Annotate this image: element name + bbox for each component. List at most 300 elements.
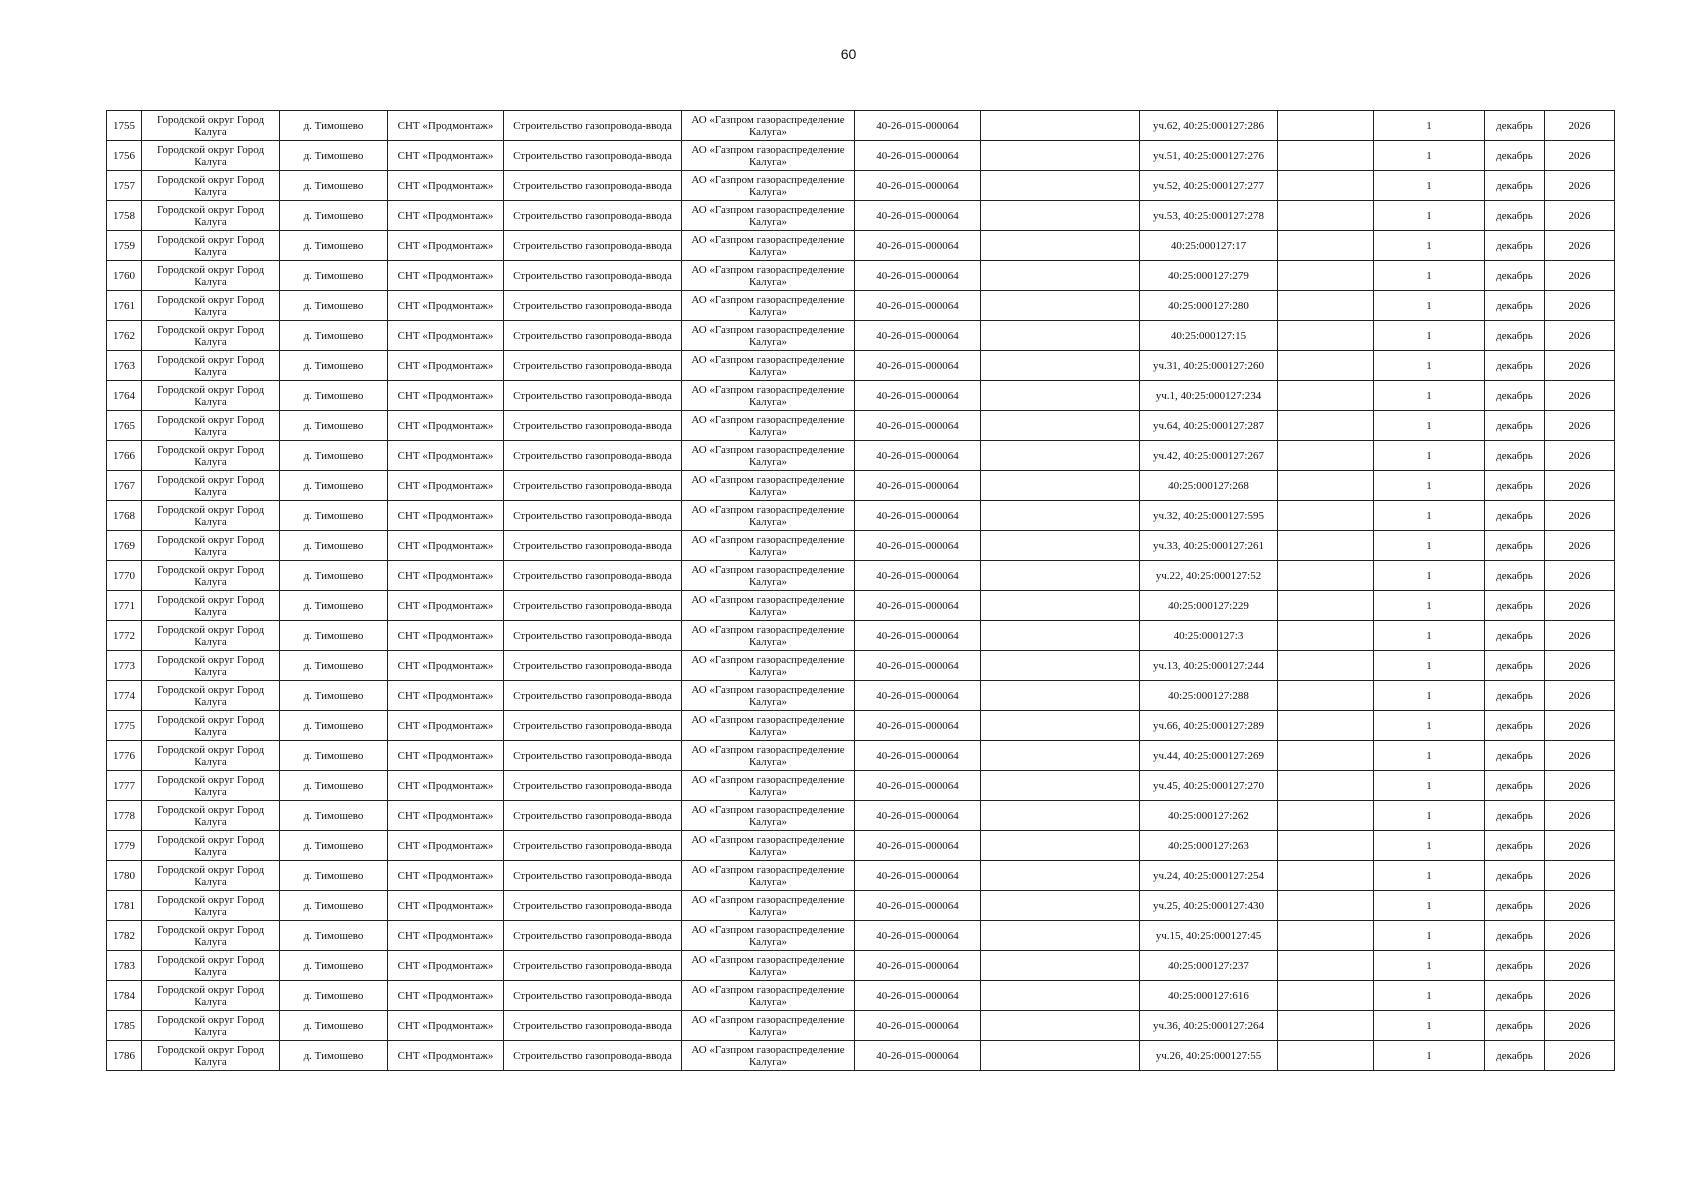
parcel-cell: 40:25:000127:280 [1140, 291, 1278, 321]
table-row [107, 231, 1615, 261]
okrug-cell: Городской округ Город Калуга [142, 261, 280, 291]
okrug-cell: Городской округ Город Калуга [142, 771, 280, 801]
parcel-cell: уч.25, 40:25:000127:430 [1140, 891, 1278, 921]
empty-cell [1278, 141, 1374, 171]
row-number: 1784 [107, 981, 142, 1011]
empty-cell [981, 681, 1140, 711]
month-cell: декабрь [1485, 891, 1545, 921]
empty-cell [1278, 591, 1374, 621]
organization-cell: АО «Газпром газораспределение Калуга» [682, 381, 855, 411]
row-number: 1764 [107, 381, 142, 411]
month-cell: декабрь [1485, 291, 1545, 321]
empty-cell [1278, 111, 1374, 141]
row-number: 1762 [107, 321, 142, 351]
work-cell: Строительство газопровода-ввода [504, 381, 682, 411]
row-number: 1759 [107, 231, 142, 261]
code-cell: 40-26-015-000064 [855, 411, 981, 441]
parcel-cell: 40:25:000127:15 [1140, 321, 1278, 351]
empty-cell [1278, 201, 1374, 231]
snt-cell: СНТ «Продмонтаж» [388, 411, 504, 441]
village-cell: д. Тимошево [280, 621, 388, 651]
quantity-cell: 1 [1374, 201, 1485, 231]
row-number: 1782 [107, 921, 142, 951]
row-number: 1771 [107, 591, 142, 621]
empty-cell [981, 291, 1140, 321]
month-cell: декабрь [1485, 171, 1545, 201]
okrug-cell: Городской округ Город Калуга [142, 531, 280, 561]
empty-cell [981, 801, 1140, 831]
table-row [107, 591, 1615, 621]
work-cell: Строительство газопровода-ввода [504, 411, 682, 441]
empty-cell [981, 921, 1140, 951]
month-cell: декабрь [1485, 441, 1545, 471]
table-row [107, 651, 1615, 681]
quantity-cell: 1 [1374, 651, 1485, 681]
okrug-cell: Городской округ Город Калуга [142, 741, 280, 771]
year-cell: 2026 [1545, 381, 1615, 411]
year-cell: 2026 [1545, 351, 1615, 381]
table-row [107, 861, 1615, 891]
empty-cell [981, 981, 1140, 1011]
empty-cell [1278, 441, 1374, 471]
snt-cell: СНТ «Продмонтаж» [388, 141, 504, 171]
empty-cell [1278, 861, 1374, 891]
snt-cell: СНТ «Продмонтаж» [388, 591, 504, 621]
year-cell: 2026 [1545, 651, 1615, 681]
village-cell: д. Тимошево [280, 921, 388, 951]
quantity-cell: 1 [1374, 171, 1485, 201]
snt-cell: СНТ «Продмонтаж» [388, 171, 504, 201]
quantity-cell: 1 [1374, 561, 1485, 591]
month-cell: декабрь [1485, 471, 1545, 501]
village-cell: д. Тимошево [280, 321, 388, 351]
okrug-cell: Городской округ Город Калуга [142, 801, 280, 831]
year-cell: 2026 [1545, 291, 1615, 321]
month-cell: декабрь [1485, 231, 1545, 261]
okrug-cell: Городской округ Город Калуга [142, 561, 280, 591]
empty-cell [1278, 291, 1374, 321]
empty-cell [981, 351, 1140, 381]
organization-cell: АО «Газпром газораспределение Калуга» [682, 771, 855, 801]
empty-cell [981, 111, 1140, 141]
month-cell: декабрь [1485, 111, 1545, 141]
work-cell: Строительство газопровода-ввода [504, 141, 682, 171]
work-cell: Строительство газопровода-ввода [504, 1041, 682, 1071]
parcel-cell: 40:25:000127:3 [1140, 621, 1278, 651]
month-cell: декабрь [1485, 651, 1545, 681]
quantity-cell: 1 [1374, 801, 1485, 831]
table-row [107, 441, 1615, 471]
month-cell: декабрь [1485, 321, 1545, 351]
table-row [107, 561, 1615, 591]
table-row [107, 531, 1615, 561]
code-cell: 40-26-015-000064 [855, 591, 981, 621]
empty-cell [981, 831, 1140, 861]
quantity-cell: 1 [1374, 141, 1485, 171]
organization-cell: АО «Газпром газораспределение Калуга» [682, 711, 855, 741]
snt-cell: СНТ «Продмонтаж» [388, 321, 504, 351]
empty-cell [1278, 1011, 1374, 1041]
snt-cell: СНТ «Продмонтаж» [388, 651, 504, 681]
empty-cell [1278, 681, 1374, 711]
quantity-cell: 1 [1374, 411, 1485, 441]
code-cell: 40-26-015-000064 [855, 141, 981, 171]
empty-cell [981, 531, 1140, 561]
month-cell: декабрь [1485, 801, 1545, 831]
parcel-cell: уч.32, 40:25:000127:595 [1140, 501, 1278, 531]
code-cell: 40-26-015-000064 [855, 921, 981, 951]
village-cell: д. Тимошево [280, 111, 388, 141]
village-cell: д. Тимошево [280, 981, 388, 1011]
organization-cell: АО «Газпром газораспределение Калуга» [682, 921, 855, 951]
quantity-cell: 1 [1374, 981, 1485, 1011]
work-cell: Строительство газопровода-ввода [504, 561, 682, 591]
quantity-cell: 1 [1374, 261, 1485, 291]
quantity-cell: 1 [1374, 681, 1485, 711]
year-cell: 2026 [1545, 981, 1615, 1011]
year-cell: 2026 [1545, 951, 1615, 981]
code-cell: 40-26-015-000064 [855, 441, 981, 471]
year-cell: 2026 [1545, 711, 1615, 741]
year-cell: 2026 [1545, 621, 1615, 651]
table-row [107, 801, 1615, 831]
year-cell: 2026 [1545, 261, 1615, 291]
work-cell: Строительство газопровода-ввода [504, 231, 682, 261]
table-row [107, 411, 1615, 441]
snt-cell: СНТ «Продмонтаж» [388, 741, 504, 771]
parcel-cell: уч.36, 40:25:000127:264 [1140, 1011, 1278, 1041]
month-cell: декабрь [1485, 261, 1545, 291]
code-cell: 40-26-015-000064 [855, 231, 981, 261]
organization-cell: АО «Газпром газораспределение Калуга» [682, 111, 855, 141]
okrug-cell: Городской округ Город Калуга [142, 681, 280, 711]
parcel-cell: 40:25:000127:288 [1140, 681, 1278, 711]
code-cell: 40-26-015-000064 [855, 891, 981, 921]
year-cell: 2026 [1545, 561, 1615, 591]
okrug-cell: Городской округ Город Калуга [142, 951, 280, 981]
table-row [107, 141, 1615, 171]
row-number: 1760 [107, 261, 142, 291]
empty-cell [1278, 351, 1374, 381]
quantity-cell: 1 [1374, 471, 1485, 501]
table-row [107, 261, 1615, 291]
okrug-cell: Городской округ Город Калуга [142, 111, 280, 141]
code-cell: 40-26-015-000064 [855, 621, 981, 651]
table-body [107, 111, 1615, 1071]
empty-cell [1278, 741, 1374, 771]
snt-cell: СНТ «Продмонтаж» [388, 351, 504, 381]
village-cell: д. Тимошево [280, 711, 388, 741]
organization-cell: АО «Газпром газораспределение Калуга» [682, 411, 855, 441]
village-cell: д. Тимошево [280, 651, 388, 681]
snt-cell: СНТ «Продмонтаж» [388, 231, 504, 261]
snt-cell: СНТ «Продмонтаж» [388, 891, 504, 921]
row-number: 1778 [107, 801, 142, 831]
month-cell: декабрь [1485, 711, 1545, 741]
month-cell: декабрь [1485, 741, 1545, 771]
parcel-cell: уч.52, 40:25:000127:277 [1140, 171, 1278, 201]
work-cell: Строительство газопровода-ввода [504, 741, 682, 771]
year-cell: 2026 [1545, 231, 1615, 261]
okrug-cell: Городской округ Город Калуга [142, 471, 280, 501]
code-cell: 40-26-015-000064 [855, 711, 981, 741]
row-number: 1777 [107, 771, 142, 801]
row-number: 1783 [107, 951, 142, 981]
month-cell: декабрь [1485, 381, 1545, 411]
month-cell: декабрь [1485, 831, 1545, 861]
snt-cell: СНТ «Продмонтаж» [388, 801, 504, 831]
month-cell: декабрь [1485, 141, 1545, 171]
year-cell: 2026 [1545, 681, 1615, 711]
table-row [107, 1041, 1615, 1071]
table-row [107, 201, 1615, 231]
village-cell: д. Тимошево [280, 951, 388, 981]
empty-cell [981, 591, 1140, 621]
empty-cell [981, 261, 1140, 291]
month-cell: декабрь [1485, 1041, 1545, 1071]
organization-cell: АО «Газпром газораспределение Калуга» [682, 651, 855, 681]
okrug-cell: Городской округ Город Калуга [142, 651, 280, 681]
table-row [107, 321, 1615, 351]
work-cell: Строительство газопровода-ввода [504, 531, 682, 561]
parcel-cell: уч.31, 40:25:000127:260 [1140, 351, 1278, 381]
organization-cell: АО «Газпром газораспределение Калуга» [682, 441, 855, 471]
empty-cell [1278, 321, 1374, 351]
year-cell: 2026 [1545, 1041, 1615, 1071]
parcel-cell: 40:25:000127:262 [1140, 801, 1278, 831]
parcel-cell: уч.26, 40:25:000127:55 [1140, 1041, 1278, 1071]
quantity-cell: 1 [1374, 1041, 1485, 1071]
month-cell: декабрь [1485, 1011, 1545, 1041]
row-number: 1757 [107, 171, 142, 201]
organization-cell: АО «Газпром газораспределение Калуга» [682, 171, 855, 201]
year-cell: 2026 [1545, 531, 1615, 561]
parcel-cell: уч.24, 40:25:000127:254 [1140, 861, 1278, 891]
empty-cell [981, 501, 1140, 531]
parcel-cell: уч.1, 40:25:000127:234 [1140, 381, 1278, 411]
code-cell: 40-26-015-000064 [855, 831, 981, 861]
quantity-cell: 1 [1374, 861, 1485, 891]
organization-cell: АО «Газпром газораспределение Калуга» [682, 561, 855, 591]
snt-cell: СНТ «Продмонтаж» [388, 471, 504, 501]
village-cell: д. Тимошево [280, 561, 388, 591]
village-cell: д. Тимошево [280, 681, 388, 711]
work-cell: Строительство газопровода-ввода [504, 471, 682, 501]
quantity-cell: 1 [1374, 291, 1485, 321]
okrug-cell: Городской округ Город Калуга [142, 891, 280, 921]
empty-cell [981, 141, 1140, 171]
year-cell: 2026 [1545, 321, 1615, 351]
village-cell: д. Тимошево [280, 741, 388, 771]
okrug-cell: Городской округ Город Калуга [142, 501, 280, 531]
okrug-cell: Городской округ Город Калуга [142, 291, 280, 321]
parcel-cell: уч.44, 40:25:000127:269 [1140, 741, 1278, 771]
organization-cell: АО «Газпром газораспределение Калуга» [682, 861, 855, 891]
table-row [107, 711, 1615, 741]
parcel-cell: 40:25:000127:229 [1140, 591, 1278, 621]
code-cell: 40-26-015-000064 [855, 291, 981, 321]
year-cell: 2026 [1545, 501, 1615, 531]
organization-cell: АО «Газпром газораспределение Калуга» [682, 891, 855, 921]
snt-cell: СНТ «Продмонтаж» [388, 441, 504, 471]
empty-cell [1278, 891, 1374, 921]
organization-cell: АО «Газпром газораспределение Калуга» [682, 591, 855, 621]
village-cell: д. Тимошево [280, 771, 388, 801]
parcel-cell: уч.51, 40:25:000127:276 [1140, 141, 1278, 171]
quantity-cell: 1 [1374, 1011, 1485, 1041]
code-cell: 40-26-015-000064 [855, 501, 981, 531]
table-row [107, 921, 1615, 951]
row-number: 1773 [107, 651, 142, 681]
snt-cell: СНТ «Продмонтаж» [388, 831, 504, 861]
snt-cell: СНТ «Продмонтаж» [388, 861, 504, 891]
row-number: 1772 [107, 621, 142, 651]
row-number: 1774 [107, 681, 142, 711]
snt-cell: СНТ «Продмонтаж» [388, 921, 504, 951]
snt-cell: СНТ «Продмонтаж» [388, 291, 504, 321]
code-cell: 40-26-015-000064 [855, 201, 981, 231]
quantity-cell: 1 [1374, 381, 1485, 411]
organization-cell: АО «Газпром газораспределение Калуга» [682, 531, 855, 561]
year-cell: 2026 [1545, 861, 1615, 891]
work-cell: Строительство газопровода-ввода [504, 171, 682, 201]
village-cell: д. Тимошево [280, 441, 388, 471]
quantity-cell: 1 [1374, 921, 1485, 951]
empty-cell [1278, 471, 1374, 501]
work-cell: Строительство газопровода-ввода [504, 351, 682, 381]
month-cell: декабрь [1485, 561, 1545, 591]
year-cell: 2026 [1545, 831, 1615, 861]
village-cell: д. Тимошево [280, 801, 388, 831]
quantity-cell: 1 [1374, 591, 1485, 621]
empty-cell [981, 441, 1140, 471]
code-cell: 40-26-015-000064 [855, 261, 981, 291]
quantity-cell: 1 [1374, 111, 1485, 141]
row-number: 1785 [107, 1011, 142, 1041]
year-cell: 2026 [1545, 441, 1615, 471]
snt-cell: СНТ «Продмонтаж» [388, 531, 504, 561]
row-number: 1769 [107, 531, 142, 561]
page-number: 60 [840, 46, 857, 62]
table-row [107, 771, 1615, 801]
okrug-cell: Городской округ Город Калуга [142, 711, 280, 741]
row-number: 1781 [107, 891, 142, 921]
code-cell: 40-26-015-000064 [855, 981, 981, 1011]
empty-cell [1278, 501, 1374, 531]
code-cell: 40-26-015-000064 [855, 531, 981, 561]
year-cell: 2026 [1545, 771, 1615, 801]
snt-cell: СНТ «Продмонтаж» [388, 771, 504, 801]
row-number: 1767 [107, 471, 142, 501]
village-cell: д. Тимошево [280, 351, 388, 381]
code-cell: 40-26-015-000064 [855, 471, 981, 501]
empty-cell [1278, 981, 1374, 1011]
table-row [107, 291, 1615, 321]
organization-cell: АО «Газпром газораспределение Калуга» [682, 471, 855, 501]
month-cell: декабрь [1485, 861, 1545, 891]
work-cell: Строительство газопровода-ввода [504, 441, 682, 471]
code-cell: 40-26-015-000064 [855, 681, 981, 711]
okrug-cell: Городской округ Город Калуга [142, 201, 280, 231]
table-row [107, 831, 1615, 861]
table-row [107, 111, 1615, 141]
parcel-cell: уч.62, 40:25:000127:286 [1140, 111, 1278, 141]
village-cell: д. Тимошево [280, 411, 388, 441]
parcel-cell: уч.53, 40:25:000127:278 [1140, 201, 1278, 231]
table-row [107, 471, 1615, 501]
snt-cell: СНТ «Продмонтаж» [388, 621, 504, 651]
work-cell: Строительство газопровода-ввода [504, 831, 682, 861]
empty-cell [1278, 921, 1374, 951]
row-number: 1786 [107, 1041, 142, 1071]
empty-cell [1278, 261, 1374, 291]
empty-cell [981, 321, 1140, 351]
work-cell: Строительство газопровода-ввода [504, 261, 682, 291]
work-cell: Строительство газопровода-ввода [504, 711, 682, 741]
empty-cell [1278, 171, 1374, 201]
quantity-cell: 1 [1374, 741, 1485, 771]
work-cell: Строительство газопровода-ввода [504, 921, 682, 951]
okrug-cell: Городской округ Город Калуга [142, 591, 280, 621]
quantity-cell: 1 [1374, 891, 1485, 921]
empty-cell [981, 1041, 1140, 1071]
year-cell: 2026 [1545, 741, 1615, 771]
code-cell: 40-26-015-000064 [855, 861, 981, 891]
quantity-cell: 1 [1374, 351, 1485, 381]
empty-cell [981, 861, 1140, 891]
row-number: 1775 [107, 711, 142, 741]
row-number: 1765 [107, 411, 142, 441]
table-row [107, 171, 1615, 201]
year-cell: 2026 [1545, 921, 1615, 951]
parcel-cell: уч.42, 40:25:000127:267 [1140, 441, 1278, 471]
organization-cell: АО «Газпром газораспределение Калуга» [682, 681, 855, 711]
organization-cell: АО «Газпром газораспределение Калуга» [682, 741, 855, 771]
organization-cell: АО «Газпром газораспределение Калуга» [682, 801, 855, 831]
month-cell: декабрь [1485, 771, 1545, 801]
village-cell: д. Тимошево [280, 291, 388, 321]
code-cell: 40-26-015-000064 [855, 951, 981, 981]
work-cell: Строительство газопровода-ввода [504, 651, 682, 681]
organization-cell: АО «Газпром газораспределение Калуга» [682, 231, 855, 261]
empty-cell [981, 381, 1140, 411]
row-number: 1779 [107, 831, 142, 861]
snt-cell: СНТ «Продмонтаж» [388, 711, 504, 741]
year-cell: 2026 [1545, 171, 1615, 201]
empty-cell [981, 891, 1140, 921]
empty-cell [1278, 561, 1374, 591]
organization-cell: АО «Газпром газораспределение Калуга» [682, 951, 855, 981]
table-row [107, 381, 1615, 411]
work-cell: Строительство газопровода-ввода [504, 321, 682, 351]
row-number: 1761 [107, 291, 142, 321]
table-row [107, 621, 1615, 651]
year-cell: 2026 [1545, 801, 1615, 831]
empty-cell [981, 411, 1140, 441]
empty-cell [1278, 711, 1374, 741]
table-row [107, 951, 1615, 981]
okrug-cell: Городской округ Город Калуга [142, 861, 280, 891]
month-cell: декабрь [1485, 681, 1545, 711]
village-cell: д. Тимошево [280, 471, 388, 501]
okrug-cell: Городской округ Город Калуга [142, 171, 280, 201]
work-cell: Строительство газопровода-ввода [504, 801, 682, 831]
snt-cell: СНТ «Продмонтаж» [388, 561, 504, 591]
empty-cell [981, 201, 1140, 231]
empty-cell [1278, 651, 1374, 681]
work-cell: Строительство газопровода-ввода [504, 951, 682, 981]
empty-cell [1278, 381, 1374, 411]
